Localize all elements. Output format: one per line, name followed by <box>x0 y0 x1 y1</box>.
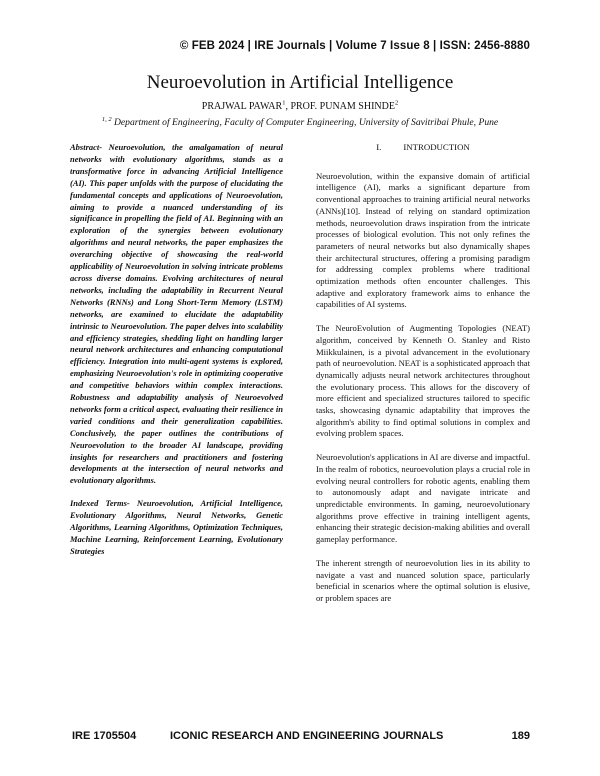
journal-name: ICONIC RESEARCH AND ENGINEERING JOURNALS <box>170 730 444 742</box>
section-heading <box>316 142 530 154</box>
paper-id: IRE 1705504 <box>72 730 137 742</box>
section-number: I. <box>376 142 382 152</box>
affiliation <box>0 117 600 128</box>
body-paragraph: Neuroevolution's applications in AI are diverse and impactful. In the realm of robotics, neuroevolution plays a crucial role in evolving neural controllers for robotic agents, enabling them to autonomously adapt and navigate intricate and unpredictable environments. In gaming, neuroevolutionary algorithms prove effective in training intelligent agents, enhancing their strategic decision-making abilities and overall gameplay performance. <box>316 452 530 545</box>
body-paragraph: Neuroevolution, within the expansive domain of artificial intelligence (AI), marks a significant departure from conventional approaches to training artificial neural networks (ANNs)[10]. Instead of relying on standard optimization methods, neuroevolution draws inspiration from the intricate processes of biological evolution. This not only refines the parameters of neural networks but also dynamically shapes their architectural structures, offering a promising paradigm for addressing complex problems where traditional optimization methods often encounter challenges. This adaptive and exploratory framework aims to enhance the capabilities of AI systems. <box>316 170 530 310</box>
author-affiliation-mark: 2 <box>394 99 399 107</box>
affiliation-mark: 1, 2 <box>101 115 112 123</box>
author-separator: , <box>285 101 291 112</box>
body-paragraph: The NeuroEvolution of Augmenting Topologies (NEAT) algorithm, conceived by Kenneth O. Stanley and Risto Miikkulainen, is a pivotal advancement in the evolutionary path of neuroevolution. NEAT is a sophisticated approach that dynamically adjusts neural network architectures throughout the evolutionary process. This allows for the discovery of more efficient and specialized structures tailored to specific tasks, showcasing dynamic adaptability that improves the algorithm's ability to find optimal solutions in complex and evolving problem spaces. <box>316 323 530 439</box>
author-name: PRAJWAL PAWAR <box>201 101 283 112</box>
section-title: INTRODUCTION <box>403 142 470 152</box>
author-name: PROF. PUNAM SHINDE <box>290 101 395 112</box>
page-number: 189 <box>511 730 530 742</box>
body-paragraph: The inherent strength of neuroevolution lies in its ability to navigate a vast and nuanced solution space, particularly beneficial in scenarios where the optimal solution is elusive, or problem spaces are <box>316 557 530 603</box>
abstract: Abstract- Neuroevolution, the amalgamation of neural networks with evolutionary algorithms, stands as a transformative force in advancing Artificial Intelligence (AI). This paper unfolds with the purpose of elucidating the fundamental concepts and applications of Neuroevolution, aiming to provide a nuanced understanding of its significance in propelling the field of AI. Beginning with an exploration of the synergies between evolutionary algorithms and neural networks, the paper emphasizes the overarching objective of showcasing the real-world applicability of Neuroevolution in solving intricate problems across diverse domains. Evolving architectures of neural networks, including the adaptability in Recurrent Neural Networks (RNNs) and Long Short-Term Memory (LSTM) networks, are examined to elucidate the adaptability intrinsic to Neuroevolution. The paper delves into scalability and efficiency strategies, shedding light on handling larger neural network architectures and enhancing computational efficiency. Integration into multi-agent systems is explored, emphasizing Neuroevolution's role in optimizing cooperative and competitive behaviors within complex interactions. Robustness and adaptability analysis of Neuroevolved networks form a critical aspect, evaluating their resilience in varied conditions and their generalization capabilities. Conclusively, the paper outlines the contributions of Neuroevolution to the broader AI landscape, providing insights for researchers and practitioners and fostering developments at the intersection of neural networks and evolutionary algorithms. <box>70 142 283 486</box>
author-line <box>0 101 600 112</box>
author-affiliation-mark: 1 <box>282 99 286 107</box>
affiliation-text: Department of Engineering, Faculty of Computer Engineering, University of Savitribai Phule, Pune <box>111 117 499 128</box>
right-column <box>316 142 530 605</box>
journal-header: © FEB 2024 | IRE Journals | Volume 7 Issue 8 | ISSN: 2456-8880 <box>179 40 530 52</box>
index-terms: Indexed Terms- Neuroevolution, Artificial Intelligence, Evolutionary Algorithms, Neural Networks, Genetic Algorithms, Learning Algorithms, Optimization Techniques, Machine Learning, Reinforcement Learning, Evolutionary Strategies <box>70 498 283 556</box>
paper-title: Neuroevolution in Artificial Intelligence <box>146 72 454 93</box>
left-column <box>70 142 283 558</box>
